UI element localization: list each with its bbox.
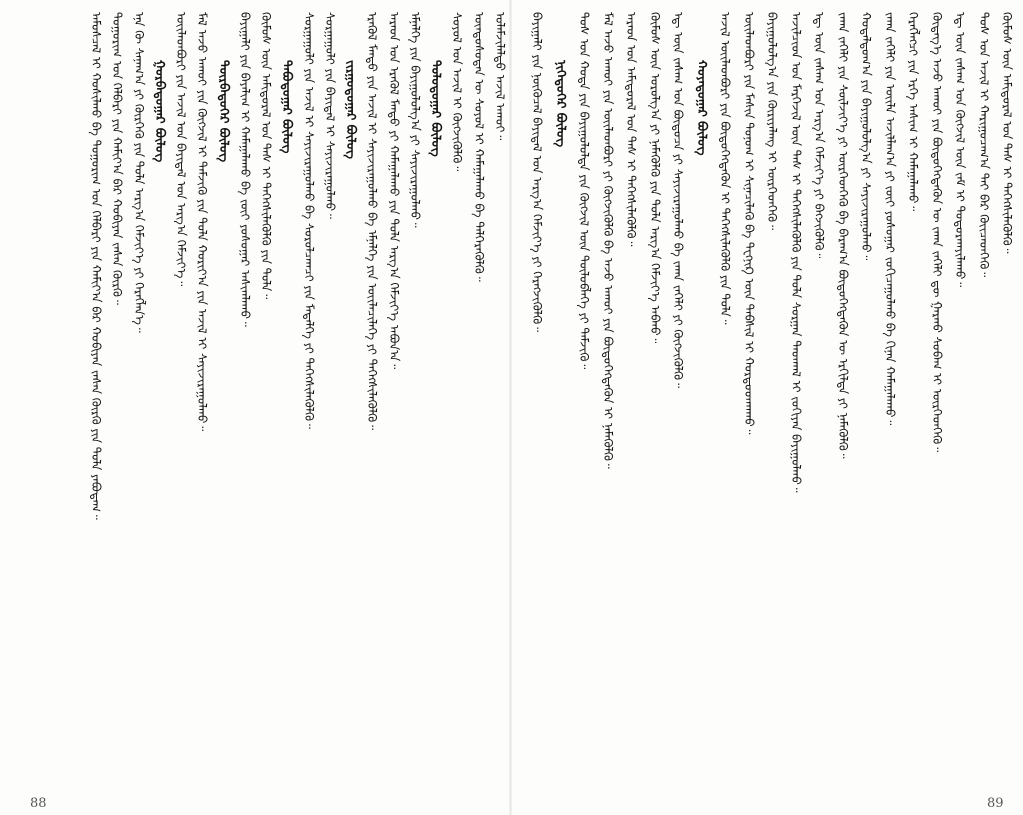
text-column	[623, 12, 639, 772]
page-number-right: 89	[987, 796, 1004, 811]
paragraph-text: ᠳᠤᠭᠤᠷᠢᠭ ᠤᠨ ᠬᠡᠯᠪᠡᠷᠢ ᠶᠢᠨ ᠬᠠᠮᠢᠶ᠎ᠠ ᠪᠡᠷ ᠬᠤᠪᠢᠶᠠᠨ ᠵᠠᠰᠠᠨ ᠬᠦᠷᠬᠦ᠃	[110, 12, 124, 305]
section-heading-column	[553, 60, 569, 815]
section-heading: ᠳᠦᠷᠪᠡᠳᠦᠭᠡᠷ ᠪᠦᠯᠦᠭ	[217, 60, 232, 163]
paragraph-text: ᠲᠤᠰ ᠤᠨ ᠠᠵᠢᠯ ᠢ ᠬᠠᠷᠢᠭᠤᠴᠠᠭ᠎ᠠ ᠲᠠᠢ ᠪᠡᠷ ᠭᠦᠢᠴᠡᠳᠬᠡᠬᠦ᠃	[977, 12, 991, 278]
text-column	[929, 12, 945, 772]
text-column	[905, 12, 921, 772]
paragraph-text: ᠦᠨᠳᠦᠰᠦᠲᠡᠨ ᠦ ᠰᠤᠶᠤᠯ ᠢ ᠬᠠᠮᠠᠭᠠᠯᠠᠬᠤ ᠪᠠ ᠳᠡᠯᠭᠡᠷᠡᠭᠦᠯᠬᠦ᠃	[472, 12, 486, 282]
paragraph-text: ᠡᠮᠨᠡᠯᠭᠡ ᠶᠢᠨ ᠪᠠᠶᠢᠭᠤᠯᠤᠯᠭ᠎ᠠ ᠶᠢ ᠰᠠᠶᠢᠵᠢᠷᠠᠭᠤᠯᠬᠤ᠃	[408, 12, 422, 228]
section-heading: ᠳᠤᠯᠤᠳᠤᠭᠠᠷ ᠪᠦᠯᠦᠭ	[429, 60, 444, 157]
paragraph-text: ᠡᠳ᠋ ᠦᠨ ᠵᠠᠰᠠᠭ ᠤᠨ ᠬᠦᠭᠵᠢᠯ ᠦᠨ ᠵᠠᠮ ᠢ ᠲᠣᠳᠤᠷᠬᠠᠶᠢᠯᠠᠬᠤ᠃	[953, 12, 967, 288]
paragraph-text: ᠡᠷᠡᠬᠦᠯ ᠮᠡᠨᠳᠦ ᠶᠢᠨ ᠠᠵᠢᠯ ᠢ ᠰᠠᠶᠢᠵᠢᠷᠠᠭᠤᠯᠬᠤ ᠪᠠ ᠡᠮᠨᠡᠯᠭᠡ ᠶᠢᠨ ᠦᠢᠯᠡᠴᠢᠯᠡᠭᠡ ᠶᠢ ᠳᠡᠭᠡᠭᠰᠢᠯᠡᠭᠦᠯᠬᠦ᠃	[365, 12, 379, 431]
section-heading-column	[343, 60, 359, 815]
section-heading: ᠬᠤᠶᠠᠳᠤᠭᠠᠷ ᠪᠦᠯᠦᠭ	[695, 60, 710, 156]
left-page	[0, 0, 510, 815]
section-heading: ᠨᠢᠭᠡᠳᠦᠭᠡᠷ ᠪᠦᠯᠦᠭ	[554, 60, 569, 148]
paragraph-text: ᠬᠡᠷᠡᠭᠯᠡᠭᠴᠢ ᠶᠢᠨ ᠡᠷᠬᠡ ᠠᠰᠢᠭ ᠢ ᠬᠠᠮᠠᠭᠠᠯᠠᠬᠤ᠃	[906, 12, 920, 212]
section-heading-column	[216, 60, 232, 815]
text-column	[173, 12, 189, 772]
text-column	[741, 12, 757, 772]
paragraph-text: ᠠᠵᠢᠯᠴᠢᠳ ᠤᠨ ᠮᠡᠷᠭᠡᠵᠢᠯ ᠦᠨ ᠳᠡᠰ ᠢ ᠳᠡᠭᠡᠭᠰᠢᠯᠡᠭᠦᠯᠬᠦ ᠶᠢᠨ ᠲᠤᠯᠠ ᠰᠤᠷᠭᠠᠨ ᠳᠠᠳᠬᠠᠯ ᠢ ᠵᠤᠬᠢᠶᠠᠨ ᠪᠠᠶᠢᠭᠤᠯᠬᠤ᠃	[789, 12, 803, 493]
section-heading-column	[279, 60, 295, 815]
paragraph-text: ᠬᠦᠮᠦᠰ ᠦᠨ ᠠᠮᠢᠳᠤᠷᠠᠯ ᠤᠨ ᠳᠡᠰ ᠢ ᠳᠡᠭᠡᠭᠰᠢᠯᠡᠭᠦᠯᠬᠦ ᠶᠢᠨ ᠲᠤᠯᠠ᠃	[259, 12, 273, 300]
text-column	[322, 12, 338, 772]
text-column	[835, 12, 851, 772]
text-column	[194, 12, 210, 772]
paragraph-text: ᠠᠵᠢᠯ ᠦᠢᠯᠡᠳᠪᠦᠷᠢ ᠶᠢᠨ ᠪᠦᠲᠦᠭᠡᠭᠳᠡᠬᠦᠨ ᠢ ᠳᠡᠭᠡᠭᠰᠢᠯᠡᠭᠦᠯᠬᠦ ᠶᠢᠨ ᠲᠤᠯᠠ᠃	[718, 12, 732, 325]
text-column	[764, 12, 780, 772]
paragraph-text: ᠠᠮᠤᠰᠴᠠᠯ ᠢ ᠬᠤᠰᠢᠯᠬᠤ ᠪᠠ ᠳᠤᠭᠤᠷᠢᠭ ᠤᠨ ᠬᠡᠯᠪᠡᠷᠢ ᠶᠢᠨ ᠬᠠᠮᠢᠶ᠎ᠠ ᠪᠡᠷ ᠬᠤᠪᠢᠶᠠᠨ ᠵᠠᠰᠠᠨ ᠬᠦᠷᠬᠦ ᠶᠢᠨ ᠳᠤᠯᠠ ᠶᠠᠪᠤᠳᠠᠭ᠃	[89, 12, 103, 520]
paragraph-text: ᠤᠯᠠᠮᠵᠢᠯᠠᠯᠳᠤ ᠠᠵᠢᠯ ᠠᠬᠤᠢ᠃	[493, 12, 507, 141]
text-column	[88, 12, 104, 772]
text-column	[576, 12, 592, 772]
text-column	[858, 12, 874, 772]
paragraph-text: ᠮᠠᠯ ᠠᠵᠤ ᠠᠬᠤᠢ ᠶᠢᠨ ᠬᠦᠭᠵᠢᠯ ᠢ ᠳᠡᠮᠵᠢᠬᠦ ᠶᠢᠨ ᠲᠤᠯᠠ ᠬᠤᠷᠢᠶ᠎ᠠ ᠶᠢᠨ ᠠᠵᠢᠯ ᠢ ᠰᠠᠶᠢᠵᠢᠷᠠᠭᠤᠯᠬᠤ᠃	[195, 12, 209, 432]
text-column	[258, 12, 274, 772]
paragraph-text: ᠡᠨᠡ ᠬᠦ ᠰᠠᠨᠠᠭ᠎ᠠ ᠶᠢ ᠬᠦᠷᠭᠡᠬᠦ ᠶᠢᠨ ᠲᠤᠯᠠ ᠠᠷᠭ᠎ᠠ ᠬᠡᠮᠵᠢᠶ᠎ᠡ ᠶᠢ ᠬᠡᠷᠡᠭᠯᠡᠨ᠎ᠡ᠃	[132, 12, 146, 333]
paragraph-text: ᠪᠠᠶᠢᠭᠤᠯᠤᠯᠭ᠎ᠠ ᠶᠢᠨ ᠬᠦᠷᠢᠶᠡᠯᠡᠩ ᠢ ᠥᠷᠭᠡᠳᠭᠡᠬᠦ᠃	[765, 12, 779, 230]
text-column	[364, 12, 380, 772]
text-column	[882, 12, 898, 772]
section-heading: ᠲᠠᠪᠤᠳᠤᠭᠠᠷ ᠪᠦᠯᠦᠭ	[280, 60, 295, 154]
paragraph-text: ᠲᠤᠰ ᠤᠨ ᠬᠤᠲᠠ ᠶᠢᠨ ᠪᠠᠶᠢᠭᠤᠯᠤᠯᠲᠠ ᠶᠢᠨ ᠬᠦᠭᠵᠢᠯ ᠦᠨ ᠲᠥᠯᠥᠪᠯᠡᠭᠡ ᠶᠢ ᠳᠡᠮᠵᠢᠬᠦ᠃	[577, 12, 591, 370]
section-heading-column	[152, 60, 168, 815]
paragraph-text: ᠬᠦᠮᠦᠰ ᠦᠨ ᠤᠷᠤᠯᠭ᠎ᠠ ᠶᠢ ᠨᠡᠮᠡᠭᠦᠯᠬᠦ ᠶᠢᠨ ᠲᠤᠯᠠ ᠠᠷᠭ᠎ᠠ ᠬᠡᠮᠵᠢᠶ᠎ᠡ ᠠᠪᠬᠤ᠃	[648, 12, 662, 344]
paragraph-text: ᠠᠷᠠᠳ ᠤᠨ ᠠᠮᠢᠳᠤᠷᠠᠯ ᠤᠨ ᠳᠡᠰ ᠢ ᠳᠡᠭᠡᠭᠰᠢᠯᠡᠭᠦᠯᠬᠦ᠃	[624, 12, 638, 247]
text-column	[670, 12, 686, 772]
paragraph-text: ᠵᠠᠬᠠ ᠵᠡᠭᠡᠯᠢ ᠶᠢᠨ ᠦᠢᠯᠡ ᠠᠵᠢᠯᠯᠠᠭ᠎ᠠ ᠶᠢ ᠵᠦᠢ ᠶᠣᠰᠣᠭᠠᠷ ᠵᠤᠬᠢᠴᠠᠭᠤᠯᠬᠤ ᠪᠠ ᠬᠢᠨᠠᠨ ᠬᠠᠮᠠᠭᠠᠯᠠᠬᠤ᠃	[883, 12, 897, 426]
section-heading: ᠭᠤᠷᠪᠠᠳᠤᠭᠠᠷ ᠪᠦᠯᠦᠭ	[153, 60, 168, 163]
text-column	[301, 12, 317, 772]
text-column	[999, 12, 1015, 772]
text-column	[788, 12, 804, 772]
right-page	[511, 0, 1023, 815]
text-column	[237, 12, 253, 772]
text-column	[717, 12, 733, 772]
text-column	[449, 12, 465, 772]
paragraph-text: ᠬᠦᠮᠦᠰ ᠦᠨ ᠠᠮᠢᠳᠤᠷᠠᠯ ᠤᠨ ᠳᠡᠰ ᠢ ᠳᠡᠭᠡᠭᠰᠢᠯᠡᠭᠦᠯᠬᠦ᠃	[1000, 12, 1014, 254]
paragraph-text: ᠡᠳ᠋ ᠦᠨ ᠵᠠᠰᠠᠭ ᠤᠨ ᠠᠷᠭ᠎ᠠ ᠬᠡᠮᠵᠢᠶ᠎ᠡ ᠶᠢ ᠪᠡᠬᠵᠢᠭᠦᠯᠬᠦ᠃	[812, 12, 826, 259]
paragraph-text: ᠡᠳ᠋ ᠦᠨ ᠵᠠᠰᠠᠭ ᠤᠨ ᠪᠦᠲᠦᠴᠡ ᠶᠢ ᠰᠠᠶᠢᠵᠢᠷᠠᠭᠤᠯᠬᠤ ᠪᠠ ᠵᠠᠬᠠ ᠵᠡᠭᠡᠯᠢ ᠶᠢ ᠬᠦᠭᠵᠢᠭᠦᠯᠬᠦ᠃	[671, 12, 685, 389]
section-heading: ᠵᠢᠷᠭᠤᠳᠤᠭᠠᠷ ᠪᠦᠯᠦᠭ	[344, 60, 359, 160]
paragraph-text: ᠬᠤᠳᠠᠯᠳᠤᠭ᠎ᠠ ᠶᠢᠨ ᠪᠠᠶᠢᠭᠤᠯᠤᠯᠭ᠎ᠠ ᠶᠢ ᠰᠠᠶᠢᠵᠢᠷᠠᠭᠤᠯᠬᠤ᠃	[859, 12, 873, 261]
paragraph-text: ᠰᠤᠶᠤᠯ ᠤᠨ ᠠᠵᠢᠯ ᠢ ᠬᠦᠭᠵᠢᠭᠦᠯᠬᠦ᠃	[450, 12, 464, 172]
page-number-left: 88	[30, 796, 47, 811]
paragraph-text: ᠰᠤᠷᠭᠠᠭᠤᠯᠢ ᠶᠢᠨ ᠪᠠᠶᠢᠳᠠᠯ ᠢ ᠰᠠᠶᠢᠵᠢᠷᠠᠭᠤᠯᠬᠤ᠃	[323, 12, 337, 219]
text-column	[811, 12, 827, 772]
paragraph-text: ᠪᠠᠶᠢᠭᠠᠯᠢ ᠶᠢᠨ ᠪᠠᠶᠠᠯᠢᠭ ᠢ ᠬᠠᠮᠠᠭᠠᠯᠠᠬᠤ ᠪᠠ ᠵᠦᠢ ᠶᠣᠰᠣᠭᠠᠷ ᠠᠰᠢᠭᠯᠠᠬᠤ᠃	[238, 12, 252, 327]
paragraph-text: ᠮᠠᠯ ᠠᠵᠤ ᠠᠬᠤᠢ ᠶᠢᠨ ᠦᠢᠯᠡᠳᠪᠦᠷᠢ ᠶᠢ ᠬᠦᠭᠵᠢᠭᠦᠯᠬᠦ ᠪᠠ ᠠᠵᠤ ᠠᠬᠤᠢ ᠶᠢᠨ ᠪᠦᠲᠦᠭᠡᠭᠳᠡᠬᠦᠨ ᠢ ᠨᠡᠮᠡᠭᠦᠯᠬᠦ᠃	[601, 12, 615, 469]
text-column	[471, 12, 487, 772]
paragraph-text: ᠪᠠᠶᠢᠭᠠᠯᠢ ᠶᠢᠨ ᠨᠦᠬᠦᠴᠡᠯ ᠪᠠᠶᠢᠳᠠᠯ ᠤᠨ ᠠᠷᠭ᠎ᠠ ᠬᠡᠮᠵᠢᠶ᠎ᠡ ᠶᠢ ᠬᠡᠷᠡᠭᠵᠢᠭᠦᠯᠬᠦ᠃	[530, 12, 544, 333]
paragraph-text: ᠵᠠᠬᠠ ᠵᠡᠭᠡᠯᠢ ᠶᠢᠨ ᠰᠦᠯᠵᠢᠶ᠎ᠡ ᠶᠢ ᠥᠷᠭᠡᠳᠭᠡᠬᠦ ᠪᠠ ᠪᠠᠷᠠᠭ᠎ᠠ ᠪᠦᠲᠦᠭᠡᠭᠳᠡᠬᠦᠨ ᠦ ᠡᠷᠭᠢᠯᠲᠡ ᠶᠢ ᠨᠡᠮᠡᠭᠦᠯᠬᠦ᠃	[836, 12, 850, 459]
text-column	[407, 12, 423, 772]
section-heading-column	[428, 60, 444, 815]
text-column	[492, 12, 508, 772]
paragraph-text: ᠬᠦᠳᠡᠭ᠎ᠡ ᠠᠵᠤ ᠠᠬᠤᠢ ᠶᠢᠨ ᠪᠦᠲᠦᠭᠡᠭᠳᠡᠬᠦᠨ ᠦ ᠵᠠᠬᠠ ᠵᠡᠭᠡᠯᠢ ᠳᠦ ᠭᠠᠷᠬᠤ ᠰᠤᠪᠠᠭ ᠢ ᠥᠷᠭᠡᠳᠭᠡᠬᠦ᠃	[930, 12, 944, 453]
text-column	[976, 12, 992, 772]
text-column	[600, 12, 616, 772]
text-column	[529, 12, 545, 772]
text-column	[647, 12, 663, 772]
paragraph-text: ᠦᠢᠯᠡᠳᠪᠦᠷᠢ ᠶᠢᠨ ᠮᠠᠰᠢᠨ ᠲᠣᠨᠣᠭ ᠢ ᠰᠢᠨᠡᠴᠢᠯᠡᠬᠦ ᠪᠠ ᠲᠸᠬᠨᠢᠺ ᠦᠨ ᠳᠡᠪᠰᠢᠯ ᠢ ᠬᠤᠷᠳᠤᠳᠬᠠᠬᠤ᠃	[742, 12, 756, 435]
paragraph-text: ᠠᠷᠠᠳ ᠤᠨ ᠡᠷᠡᠬᠦᠯ ᠮᠡᠨᠳᠦ ᠶᠢ ᠬᠠᠮᠠᠭᠠᠯᠠᠬᠤ ᠶᠢᠨ ᠲᠤᠯᠠ ᠠᠷᠭ᠎ᠠ ᠬᠡᠮᠵᠢᠶ᠎ᠡ ᠠᠪᠤᠨ᠎ᠠ᠃	[387, 12, 401, 370]
text-column	[952, 12, 968, 772]
paragraph-text: ᠦᠢᠯᠡᠳᠪᠦᠷᠢ ᠶᠢᠨ ᠠᠵᠢᠯ ᠤᠨ ᠪᠠᠶᠢᠳᠠᠯ ᠤᠨ ᠠᠷᠭ᠎ᠠ ᠬᠡᠮᠵᠢᠶ᠎ᠡ᠃	[174, 12, 188, 287]
text-column	[131, 12, 147, 772]
text-column	[386, 12, 402, 772]
section-heading-column	[694, 60, 710, 815]
paragraph-text: ᠰᠤᠷᠭᠠᠭᠤᠯᠢ ᠶᠢᠨ ᠠᠵᠢᠯ ᠢ ᠰᠠᠶᠢᠵᠢᠷᠠᠭᠤᠯᠬᠤ ᠪᠠ ᠰᠤᠷᠤᠯᠴᠠᠭᠴᠢ ᠶᠢᠨ ᠮᠡᠳᠡᠯᠭᠡ ᠶᠢ ᠳᠡᠭᠡᠭᠰᠢᠯᠡᠭᠦᠯᠬᠦ᠃	[302, 12, 316, 429]
text-column	[109, 12, 125, 772]
